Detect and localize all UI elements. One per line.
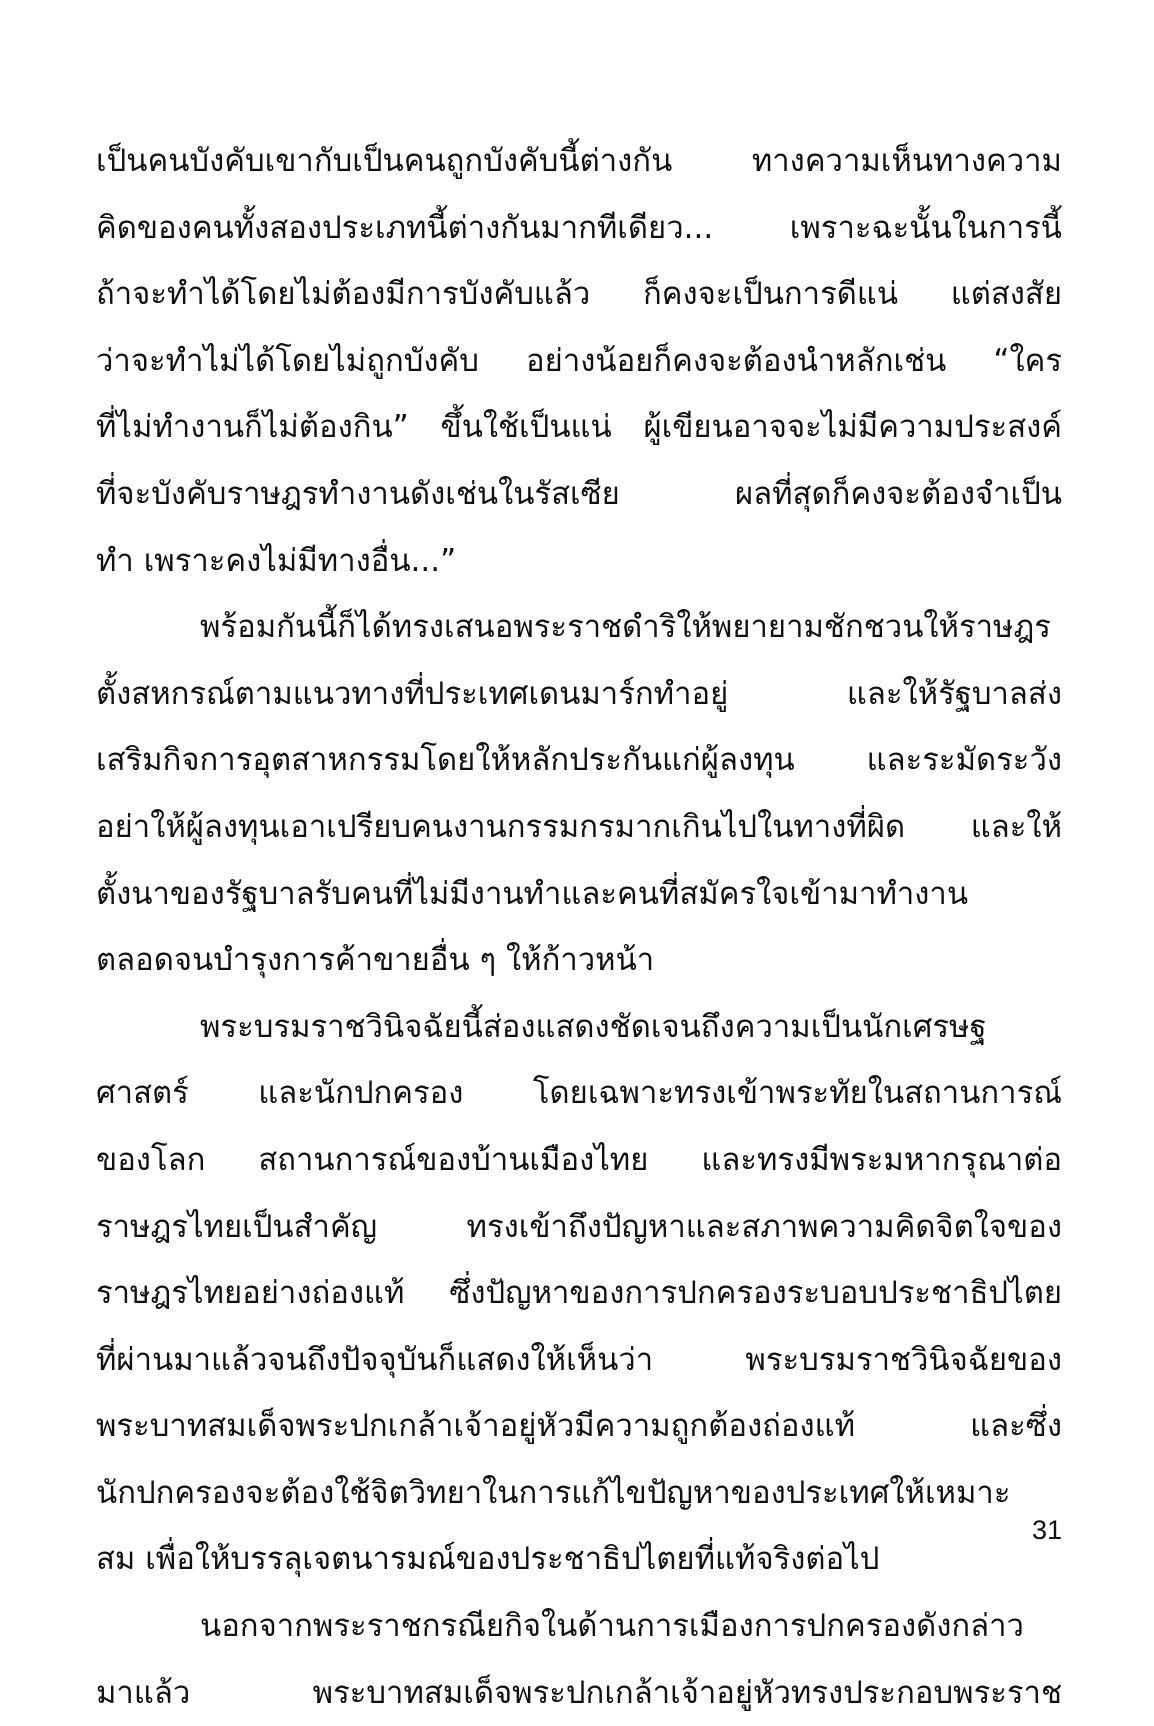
text-line: คิดของคนทั้งสองประเภทนี้ต่างกันมากทีเดียว... เพราะฉะนั้นในการนี้ xyxy=(96,209,1062,246)
text-line: ว่าจะทำไม่ได้โดยไม่ถูกบังคับ อย่างน้อยก็คงจะต้องนำหลักเช่น “ใคร xyxy=(96,342,1062,379)
text-line: ที่จะบังคับราษฎรทำงานดังเช่นในรัสเซีย ผลที่สุดก็คงจะต้องจำเป็น xyxy=(96,475,1062,512)
body-text xyxy=(96,128,1062,1726)
text-line: ราษฎรไทยอย่างถ่องแท้ ซึ่งปัญหาของการปกครองระบอบประชาธิปไตย xyxy=(96,1275,1062,1312)
text-line: ถ้าจะทำได้โดยไม่ต้องมีการบังคับแล้ว ก็คงจะเป็นการดีแน่ แต่สงสัย xyxy=(96,276,1062,313)
text-line: เป็นคนบังคับเขากับเป็นคนถูกบังคับนี้ต่างกัน ทางความเห็นทางความ xyxy=(96,143,1062,179)
text-line: ทำ เพราะคงไม่มีทางอื่น...” xyxy=(96,542,457,579)
text-line: ที่ไม่ทำงานก็ไม่ต้องกิน” ขึ้นใช้เป็นแน่ ผู้เขียนอาจจะไม่มีความประสงค์ xyxy=(96,409,1062,446)
text-line: ตั้งนาของรัฐบาลรับคนที่ไม่มีงานทำและคนที่สมัครใจเข้ามาทำงาน xyxy=(96,875,969,912)
paragraph-first-line: พร้อมกันนี้ก็ได้ทรงเสนอพระราชดำริให้พยายามชักชวนให้ราษฎร xyxy=(200,609,1051,646)
text-line: นักปกครองจะต้องใช้จิตวิทยาในการแก้ไขปัญหาของประเทศให้เหมาะ xyxy=(96,1474,1011,1511)
text-line: เสริมกิจการอุตสาหกรรมโดยให้หลักประกันแก่ผู้ลงทุน และระมัดระวัง xyxy=(96,742,1062,779)
text-line: ตลอดจนบำรุงการค้าขายอื่น ๆ ให้ก้าวหน้า xyxy=(96,942,655,979)
text-line: สม เพื่อให้บรรลุเจตนารมณ์ของประชาธิปไตยที่แท้จริงต่อไป xyxy=(96,1541,880,1578)
page-number: 31 xyxy=(1031,1515,1062,1545)
text-line: มาแล้ว พระบาทสมเด็จพระปกเกล้าเจ้าอยู่หัวทรงประกอบพระราช xyxy=(96,1674,1062,1711)
text-line: ที่ผ่านมาแล้วจนถึงปัจจุบันก็แสดงให้เห็นว่า พระบรมราชวินิจฉัยของ xyxy=(96,1341,1062,1378)
text-line: ราษฎรไทยเป็นสำคัญ ทรงเข้าถึงปัญหาและสภาพความคิดจิตใจของ xyxy=(96,1208,1062,1245)
paragraph-first-line: นอกจากพระราชกรณียกิจในด้านการเมืองการปกครองดังกล่าว xyxy=(200,1608,1024,1645)
text-line: พระบาทสมเด็จพระปกเกล้าเจ้าอยู่หัวมีความถูกต้องถ่องแท้ และซึ่ง xyxy=(96,1408,1062,1445)
text-line: ศาสตร์ และนักปกครอง โดยเฉพาะทรงเข้าพระทัยในสถานการณ์ xyxy=(96,1075,1062,1112)
text-line: ตั้งสหกรณ์ตามแนวทางที่ประเทศเดนมาร์กทำอยู่ และให้รัฐบาลส่ง xyxy=(96,675,1062,712)
paragraph-first-line: พระบรมราชวินิจฉัยนี้ส่องแสดงชัดเจนถึงความเป็นนักเศรษฐ xyxy=(200,1008,987,1045)
text-line: ของโลก สถานการณ์ของบ้านเมืองไทย และทรงมีพระมหากรุณาต่อ xyxy=(96,1141,1062,1178)
text-line: อย่าให้ผู้ลงทุนเอาเปรียบคนงานกรรมกรมากเกินไปในทางที่ผิด และให้ xyxy=(96,808,1062,845)
